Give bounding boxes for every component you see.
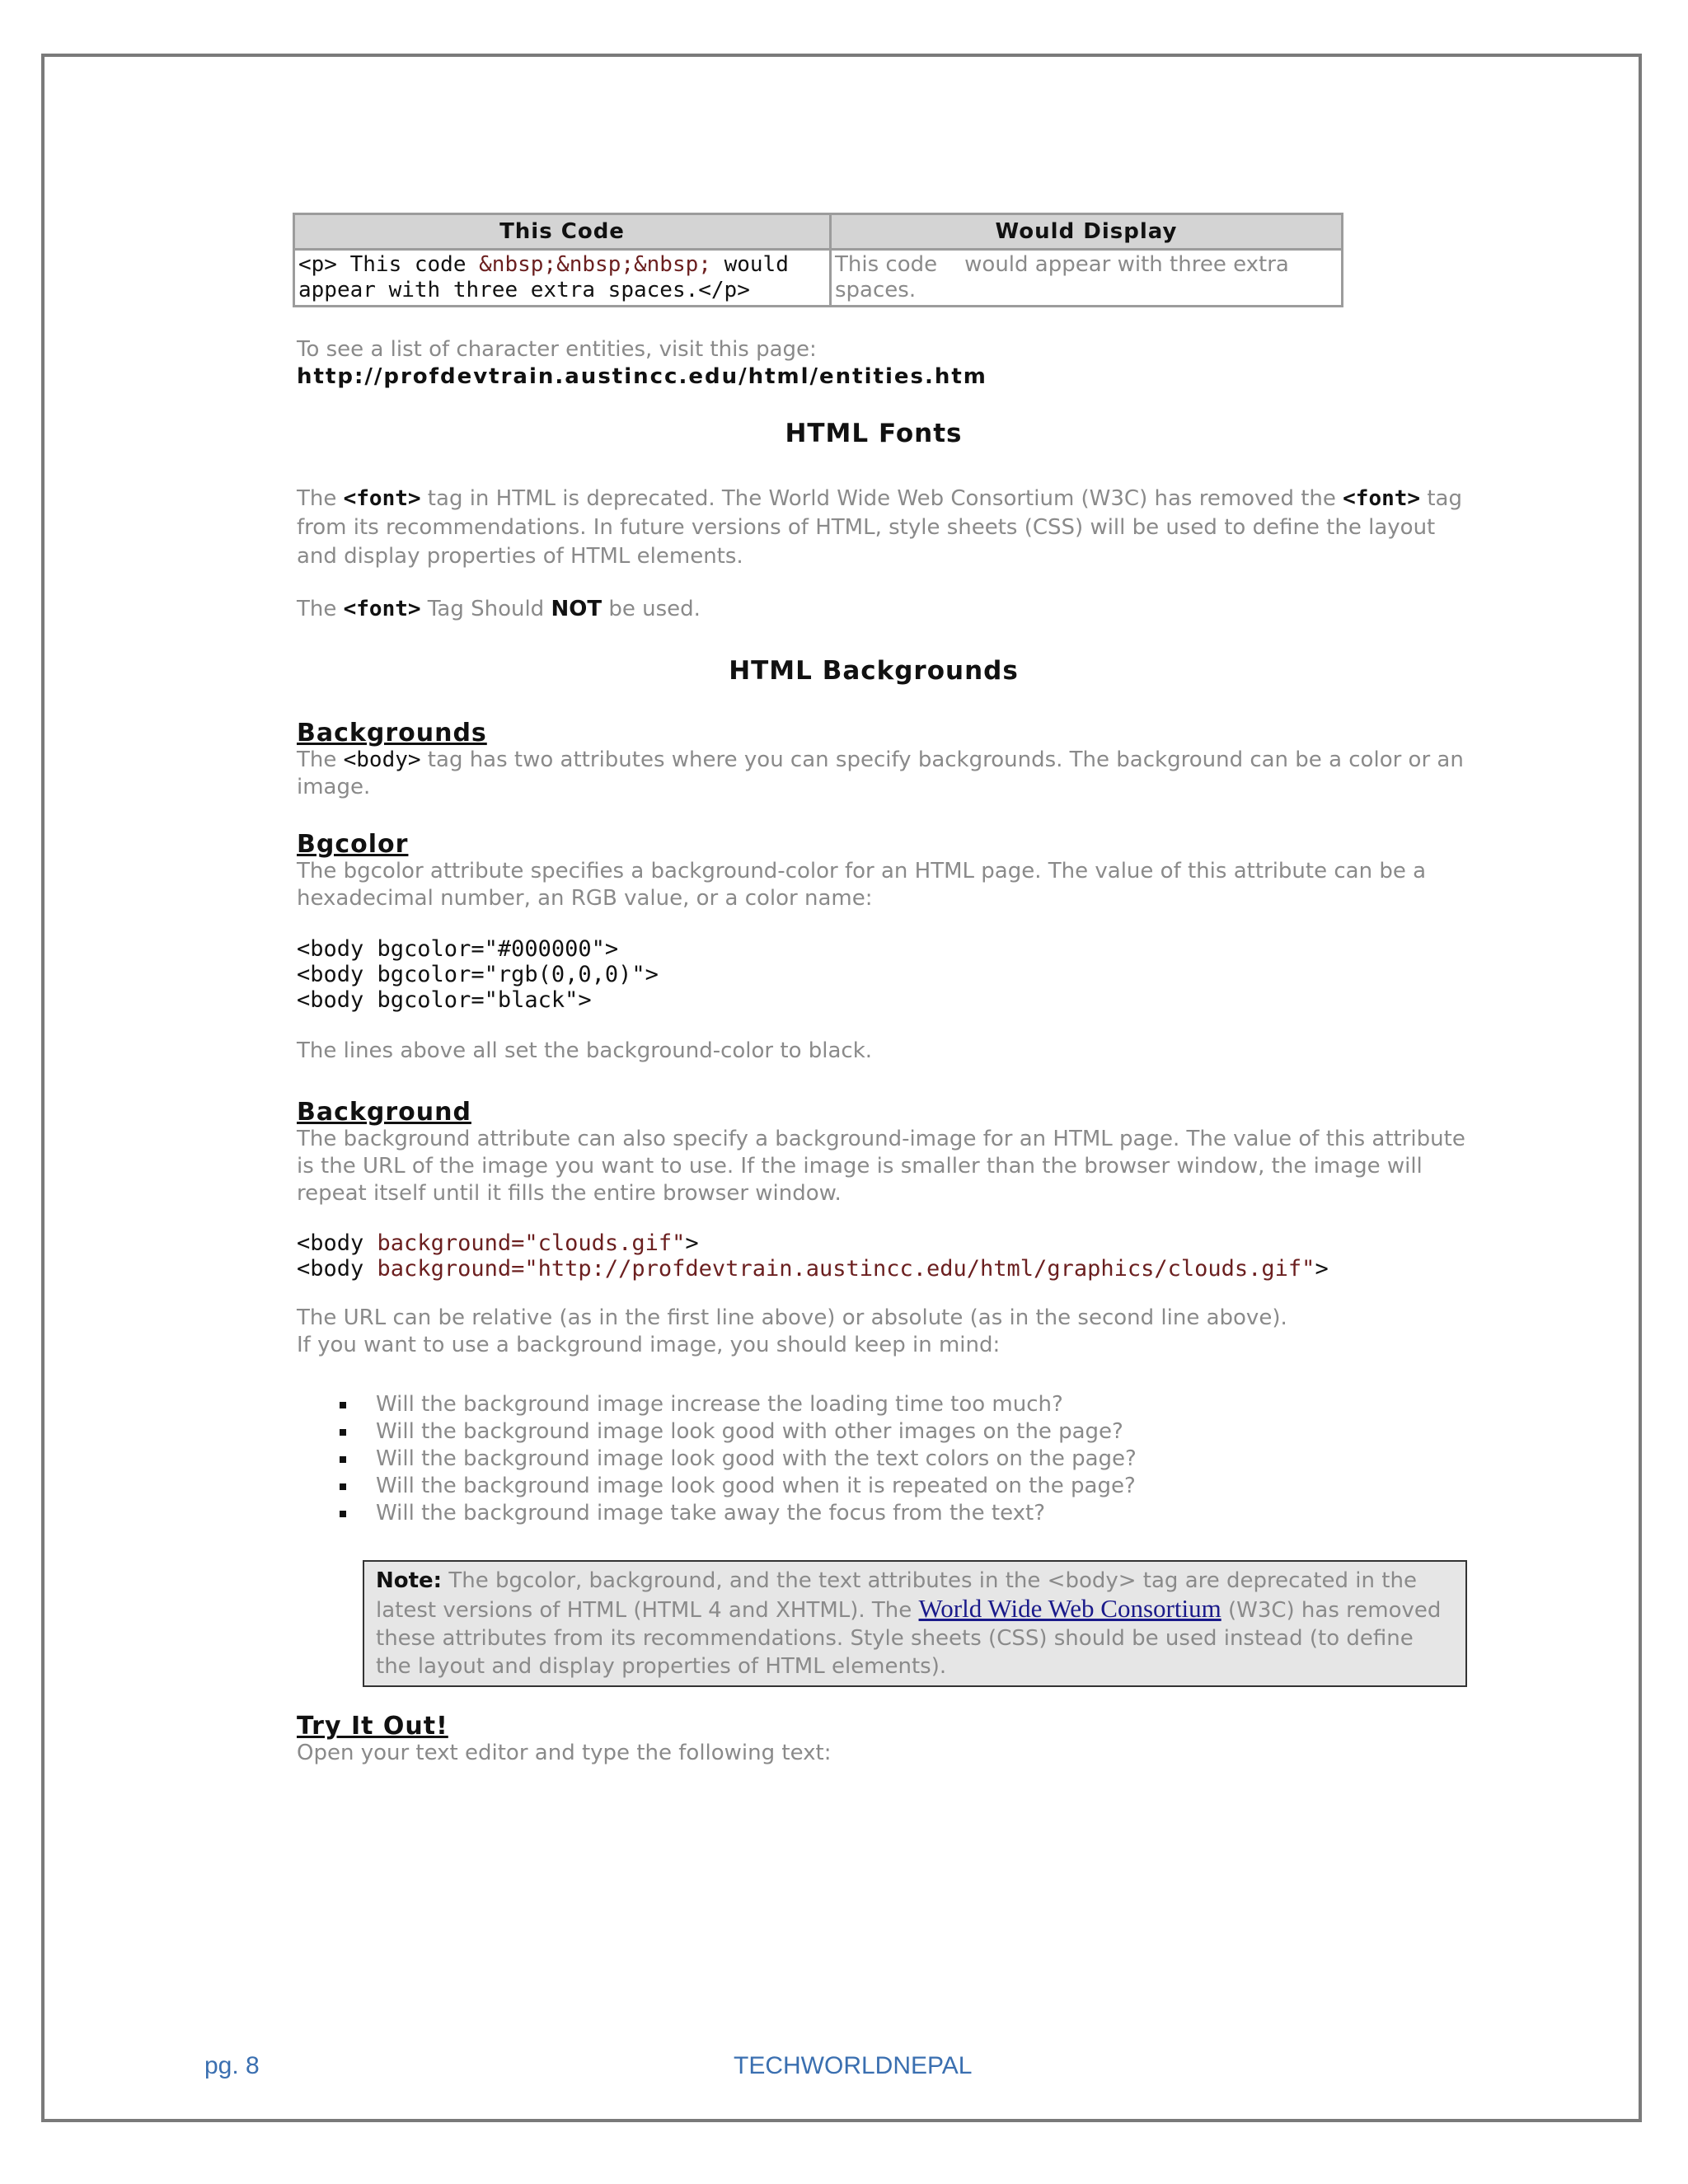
text: tag in HTML is deprecated. The World Wide Web Consortium (W3C) has removed the bbox=[420, 486, 1343, 511]
bgcolor-section bbox=[297, 831, 1467, 1065]
page-number: pg. 8 bbox=[204, 2052, 260, 2079]
text: The bbox=[297, 486, 344, 511]
table-row bbox=[294, 250, 1343, 307]
code-attr: background="http://profdevtrain.austincc.edu/html/graphics/clouds.gif" bbox=[377, 1256, 1315, 1282]
text: tag has two attributes where you can specify backgrounds. The background can be a color or an image. bbox=[297, 748, 1464, 799]
url-note-1: The URL can be relative (as in the first line above) or absolute (as in the second line above). bbox=[297, 1305, 1287, 1330]
footer-brand: TECHWORLDNEPAL bbox=[734, 2052, 973, 2079]
note-text: (W3C) has removed these attributes from its recommendations. Style sheets (CSS) should be used instead (to define the layout and display properties of HTML elements). bbox=[376, 1598, 1442, 1679]
code-tag: > bbox=[1315, 1256, 1329, 1282]
fonts-paragraph bbox=[297, 485, 1467, 571]
background-section bbox=[297, 1099, 1467, 1359]
list-item: Will the background image look good with other images on the page? bbox=[297, 1418, 1467, 1446]
bullet-section bbox=[297, 1391, 1467, 1527]
list-item: Will the background image look good with the text colors on the page? bbox=[297, 1446, 1467, 1473]
code-line bbox=[297, 1230, 1467, 1256]
code-entities: &nbsp;&nbsp;&nbsp; bbox=[479, 252, 711, 277]
code-line: <body bgcolor="black"> bbox=[297, 987, 592, 1013]
bgcolor-subheading: Bgcolor bbox=[297, 830, 409, 859]
display-cell: This code would appear with three extra spaces. bbox=[831, 250, 1343, 307]
code-text-start: <p> This code bbox=[298, 252, 480, 277]
note-label: Note: bbox=[376, 1568, 443, 1593]
backgrounds-text bbox=[297, 747, 1467, 801]
code-line bbox=[297, 1256, 1467, 1282]
bgcolor-code bbox=[297, 936, 1467, 1013]
font-tag: <font> bbox=[1343, 486, 1421, 511]
try-text: Open your text editor and type the following text: bbox=[297, 1741, 832, 1765]
w3c-link[interactable]: World Wide Web Consortium bbox=[918, 1594, 1221, 1623]
try-subheading: Try It Out! bbox=[297, 1712, 448, 1741]
table-header-code: This Code bbox=[294, 214, 831, 250]
text: be used. bbox=[602, 597, 701, 621]
bgcolor-text: The bgcolor attribute specifies a background-color for an HTML page. The value of this attribute can be a hexadecimal number, an RGB value, or a color name: bbox=[297, 859, 1427, 911]
list-item: Will the background image increase the loading time too much? bbox=[297, 1391, 1467, 1418]
table-header-display: Would Display bbox=[831, 214, 1343, 250]
note-text: The bgcolor, background, and the text attributes in the <body> tag are deprecated in the latest versions of HTML (HTML 4 and XHTML). The bbox=[376, 1568, 1417, 1623]
backgrounds-subheading: Backgrounds bbox=[297, 719, 487, 748]
text: tag from its recommendations. In future versions of HTML, style sheets (CSS) will be used to define the layout and display properties of HTML elements. bbox=[297, 486, 1462, 569]
font-tag: <font> bbox=[343, 486, 421, 511]
code-tag: > bbox=[685, 1230, 699, 1256]
code-tag: <body bbox=[297, 1256, 377, 1282]
backgrounds-heading: HTML Backgrounds bbox=[729, 656, 1019, 686]
url-note-2: If you want to use a background image, you should keep in mind: bbox=[297, 1333, 1001, 1357]
note-box bbox=[363, 1560, 1467, 1687]
code-line: <body bgcolor="rgb(0,0,0)"> bbox=[297, 962, 659, 987]
fonts-warning bbox=[297, 596, 1467, 623]
text: The bbox=[297, 748, 344, 772]
code-attr: background="clouds.gif" bbox=[377, 1230, 686, 1256]
code-line: <body bgcolor="#000000"> bbox=[297, 936, 619, 962]
entities-section bbox=[297, 336, 1467, 391]
font-tag: <font> bbox=[343, 597, 421, 621]
code-tag: <body bbox=[297, 1230, 377, 1256]
entities-link[interactable]: http://profdevtrain.austincc.edu/html/entities.htm bbox=[297, 364, 987, 389]
table-header-row bbox=[294, 214, 1343, 250]
code-text-end: would appear with three extra spaces.</p> bbox=[298, 252, 789, 302]
not-emphasis: NOT bbox=[551, 597, 603, 621]
body-tag: <body> bbox=[343, 748, 421, 772]
text: The bbox=[297, 597, 344, 621]
bullet-list bbox=[297, 1391, 1467, 1527]
text: Tag Should bbox=[420, 597, 551, 621]
entities-intro: To see a list of character entities, visit this page: bbox=[297, 337, 817, 362]
list-item: Will the background image look good when it is repeated on the page? bbox=[297, 1473, 1467, 1500]
background-text: The background attribute can also specify a background-image for an HTML page. The value of this attribute is the URL of the image you want to use. If the image is smaller than the browser window, the image will repeat itself until it fills the entire browser window. bbox=[297, 1127, 1465, 1206]
backgrounds-section bbox=[297, 719, 1467, 801]
list-item: Will the background image take away the focus from the text? bbox=[297, 1500, 1467, 1527]
fonts-heading: HTML Fonts bbox=[785, 419, 963, 448]
background-subheading: Background bbox=[297, 1098, 471, 1127]
background-code bbox=[297, 1230, 1467, 1282]
code-display-table bbox=[293, 213, 1343, 307]
code-cell bbox=[294, 250, 831, 307]
bgcolor-after: The lines above all set the background-color to black. bbox=[297, 1038, 873, 1063]
try-section bbox=[297, 1713, 1467, 1767]
